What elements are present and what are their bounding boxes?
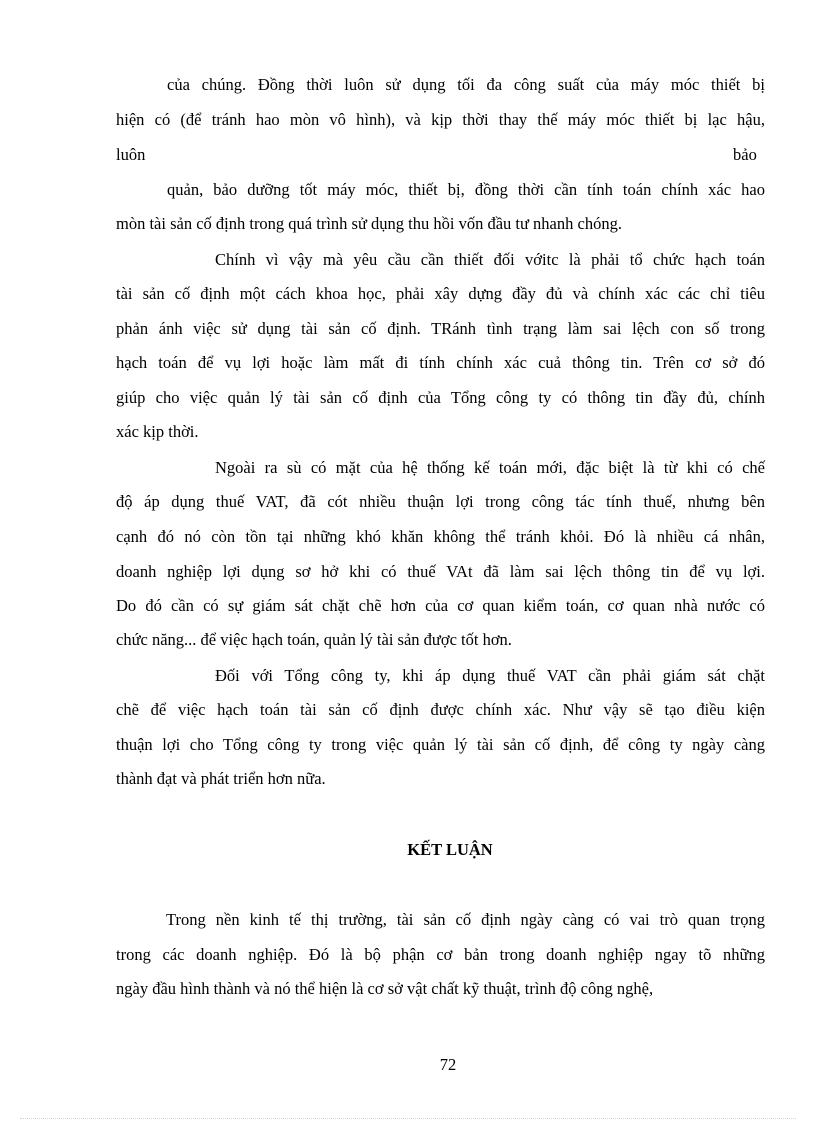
text-line: xác kịp thời.	[116, 422, 199, 441]
text-line: cạnh đó nó còn tồn tại những khó khăn không thể tránh khỏi. Đó là nhiều cá nhân,	[116, 527, 765, 546]
page-number: 72	[439, 1055, 457, 1074]
text-line: giúp cho việc quản lý tài sản cố định của Tổng công ty có thông tin đầy đủ, chính	[116, 388, 765, 407]
text-line: thuận lợi cho Tổng công ty trong việc quản lý tài sản cố định, để công ty ngày càng	[116, 735, 765, 754]
text-line: trong các doanh nghiệp. Đó là bộ phận cơ bản trong doanh nghiệp ngay tõ những	[116, 945, 765, 964]
footer-divider	[20, 1118, 796, 1119]
text-line: phản ánh việc sử dụng tài sản cố định. TRánh tình trạng làm sai lệch con số trong	[116, 319, 765, 338]
text-line: độ áp dụng thuế VAT, đã cót nhiều thuận lợi trong công tác tính thuế, nhưng bên	[116, 492, 765, 511]
text-line: chẽ để việc hạch toán tài sản cố định được chính xác. Như vậy sẽ tạo điều kiện	[116, 700, 765, 719]
text-line: quản, bảo dưỡng tốt máy móc, thiết bị, đồng thời cần tính toán chính xác hao	[167, 180, 765, 199]
text-line: thành đạt và phát triển hơn nữa.	[116, 769, 326, 788]
text-line: Đối với Tổng công ty, khi áp dụng thuế VAT cần phải giám sát chặt	[215, 666, 765, 685]
text-line: Do đó cần có sự giám sát chặt chẽ hơn của cơ quan kiểm toán, cơ quan nhà nước có	[116, 596, 765, 615]
text-line: doanh nghiệp lợi dụng sơ hở khi có thuế VAt đã làm sai lệch thông tin để vụ lợi.	[116, 562, 765, 581]
text-line: của chúng. Đồng thời luôn sử dụng tối đa công suất của máy móc thiết bị	[167, 75, 765, 94]
text-line: mòn tài sản cố định trong quá trình sử dụng thu hồi vốn đầu tư nhanh chóng.	[116, 214, 622, 233]
conclusion-heading: KẾT LUẬN	[407, 840, 493, 859]
text-line: chức năng... để việc hạch toán, quản lý tài sản được tốt hơn.	[116, 630, 512, 649]
text-line: hạch toán để vụ lợi hoặc làm mất đi tính chính xác cuả thông tin. Trên cơ sở đó	[116, 353, 765, 372]
text-line: bảo	[733, 145, 757, 164]
text-line: luôn	[116, 145, 146, 164]
text-line: hiện có (để tránh hao mòn vô hình), và kịp thời thay thế máy móc thiết bị lạc hậu,	[116, 110, 765, 129]
text-line: Trong nền kinh tế thị trường, tài sản cố định ngày càng có vai trò quan trọng	[166, 910, 765, 929]
text-line: Ngoài ra sù có mặt của hệ thống kế toán mới, đặc biệt là từ khi có chế	[215, 458, 765, 477]
text-line: tài sản cố định một cách khoa học, phải xây dựng đầy đủ và chính xác các chỉ tiêu	[116, 284, 765, 303]
text-line: Chính vì vậy mà yêu cầu cần thiết đối vớitc là phải tổ chức hạch toán	[215, 250, 765, 269]
text-line: ngày đầu hình thành và nó thể hiện là cơ sở vật chất kỹ thuật, trình độ công nghệ,	[116, 979, 654, 998]
